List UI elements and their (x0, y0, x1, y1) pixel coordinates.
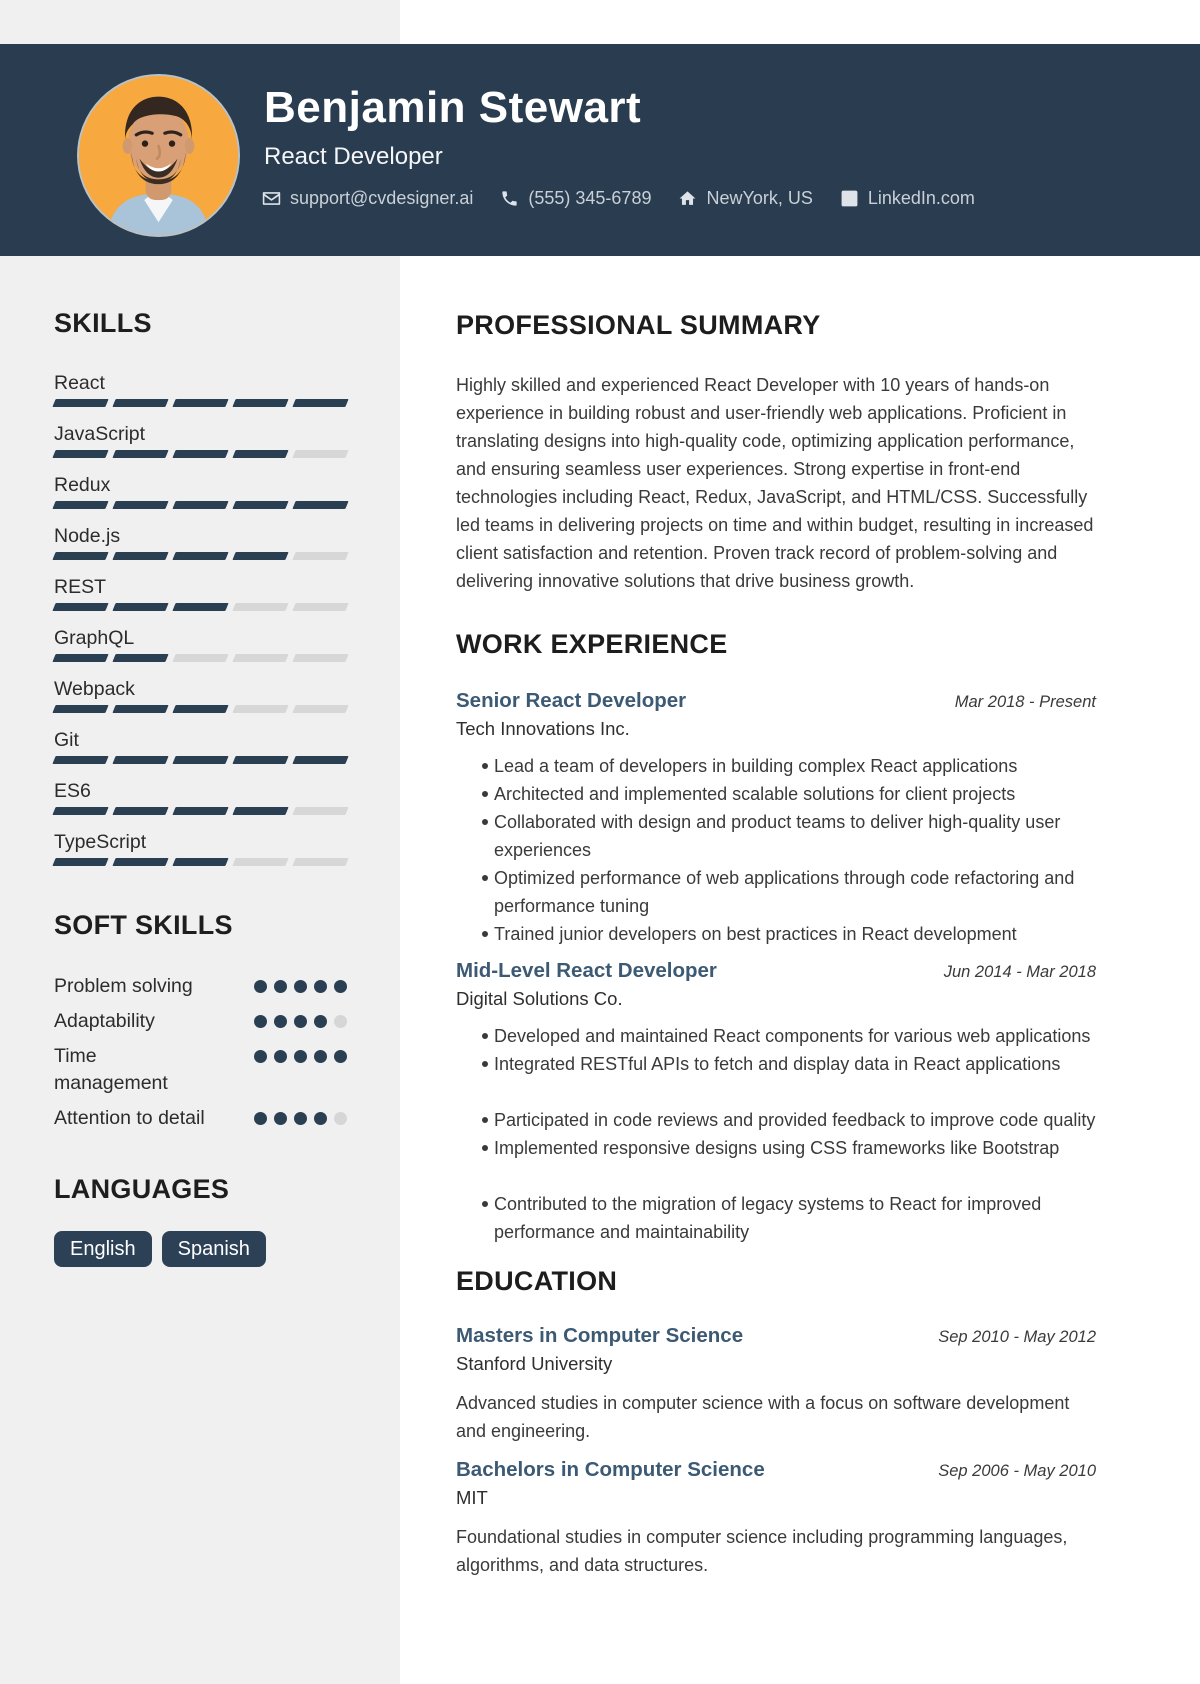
skill-level-bar (54, 705, 347, 713)
job-bullet: Optimized performance of web applications through code refactoring and performance tuning (456, 864, 1096, 920)
job-bullet: Lead a team of developers in building complex React applications (456, 752, 1096, 780)
skill-segment-filled (112, 450, 168, 458)
education-dates: Sep 2006 - May 2010 (938, 1462, 1096, 1480)
skill-segment-filled (112, 654, 168, 662)
soft-skill-item (54, 1008, 347, 1035)
skill-item (54, 779, 347, 815)
skill-segment-filled (112, 858, 168, 866)
level-dot-filled (334, 980, 347, 993)
job-dates: Jun 2014 - Mar 2018 (943, 963, 1096, 981)
school-name: MIT (456, 1487, 488, 1508)
skill-segment-filled (52, 603, 108, 611)
soft-skill-level-dots (254, 980, 347, 1000)
skill-segment-filled (52, 552, 108, 560)
skill-segment-empty (232, 603, 288, 611)
skill-segment-filled (112, 552, 168, 560)
skill-label: Webpack (54, 678, 135, 700)
skill-segment-filled (112, 501, 168, 509)
level-dot-filled (274, 1015, 287, 1028)
experience-entry (456, 688, 1096, 948)
soft-skills-list (54, 973, 347, 1132)
skill-segment-filled (172, 603, 228, 611)
soft-skill-level-dots (254, 1112, 347, 1132)
language-pill: English (54, 1231, 152, 1267)
skill-segment-filled (232, 501, 288, 509)
skill-label: React (54, 372, 105, 394)
phone-icon (500, 189, 519, 208)
skill-segment-filled (232, 450, 288, 458)
skill-segment-filled (52, 858, 108, 866)
contact-linkedin-text: LinkedIn.com (867, 188, 975, 208)
person-job-title: React Developer (264, 143, 443, 170)
level-dot-filled (334, 1050, 347, 1063)
skill-segment-filled (292, 501, 348, 509)
soft-skill-item (54, 973, 347, 1000)
contact-linkedin (840, 186, 975, 210)
skill-segment-filled (52, 501, 108, 509)
skill-segment-filled (172, 756, 228, 764)
contact-phone-text: (555) 345-6789 (528, 188, 652, 208)
skills-heading: SKILLS (54, 308, 152, 338)
job-dates: Mar 2018 - Present (954, 693, 1096, 711)
job-bullet: Participated in code reviews and provided feedback to improve code quality (456, 1106, 1096, 1134)
skill-item (54, 728, 347, 764)
education-description: Advanced studies in computer science with a focus on software development and engineering. (456, 1393, 1070, 1441)
skill-level-bar (54, 807, 347, 815)
level-dot-filled (294, 980, 307, 993)
skill-segment-empty (292, 807, 348, 815)
skill-segment-filled (112, 756, 168, 764)
skill-level-bar (54, 450, 347, 458)
level-dot-filled (254, 980, 267, 993)
skill-label: TypeScript (54, 831, 147, 853)
skill-label: JavaScript (54, 423, 146, 445)
contact-location-text: NewYork, US (706, 188, 813, 208)
contact-phone (500, 186, 651, 210)
email-icon (262, 189, 281, 208)
soft-skill-label: Adaptability (54, 1010, 155, 1032)
skill-item (54, 422, 347, 458)
education-dates: Sep 2010 - May 2012 (938, 1328, 1096, 1346)
skill-segment-filled (172, 501, 228, 509)
skill-label: Git (54, 729, 79, 751)
skill-segment-filled (172, 552, 228, 560)
experience-entry (456, 958, 1096, 1246)
skill-level-bar (54, 654, 347, 662)
skill-segment-empty (292, 603, 348, 611)
experience-entry-head (456, 958, 1096, 984)
skill-segment-filled (172, 399, 228, 407)
skill-item (54, 575, 347, 611)
main-column (456, 310, 1096, 1591)
skill-label: Redux (54, 474, 111, 496)
skill-segment-filled (172, 858, 228, 866)
summary-text: Highly skilled and experienced React Developer with 10 years of hands-on experience in building robust and user-friendly web applications. Proficient in translating designs into high-quality code, optimizing application performance, and ensuring seamless user experiences. Strong expertise in front-end technologies including React, Redux, JavaScript, and HTML/CSS. Successfully led teams in delivering projects on time and within budget, resulting in increased client satisfaction and retention. Proven track record of problem-solving and delivering innovative solutions that drive business growth. (456, 375, 1094, 591)
skill-item (54, 371, 347, 407)
skill-segment-filled (52, 807, 108, 815)
skill-segment-filled (112, 807, 168, 815)
skill-item (54, 626, 347, 662)
job-title: Mid-Level React Developer (456, 959, 717, 982)
avatar-portrait-graphic (79, 76, 238, 235)
skill-segment-filled (112, 399, 168, 407)
language-pill: Spanish (162, 1231, 266, 1267)
job-bullet-list (456, 752, 1096, 948)
skill-segment-filled (172, 807, 228, 815)
skill-level-bar (54, 858, 347, 866)
experience-heading: WORK EXPERIENCE (456, 629, 728, 659)
skill-segment-filled (52, 654, 108, 662)
skill-item (54, 524, 347, 560)
school-name: Stanford University (456, 1353, 613, 1374)
experience-list (456, 688, 1096, 1246)
skill-segment-filled (292, 756, 348, 764)
job-bullet-list (456, 1022, 1096, 1246)
education-entry (456, 1457, 1096, 1579)
job-bullet: Implemented responsive designs using CSS frameworks like Bootstrap (456, 1134, 1096, 1162)
company-name: Digital Solutions Co. (456, 988, 623, 1009)
level-dot-filled (314, 1112, 327, 1125)
skill-item (54, 830, 347, 866)
skill-segment-filled (52, 756, 108, 764)
soft-skill-label: Time management (54, 1045, 168, 1094)
skill-segment-empty (232, 654, 288, 662)
job-bullet: Contributed to the migration of legacy systems to React for improved performance and maintainability (456, 1190, 1096, 1246)
level-dot-empty (334, 1015, 347, 1028)
skill-label: GraphQL (54, 627, 135, 649)
skill-segment-empty (292, 552, 348, 560)
job-title: Senior React Developer (456, 689, 687, 712)
degree-title: Bachelors in Computer Science (456, 1458, 765, 1481)
skill-segment-filled (232, 399, 288, 407)
level-dot-filled (254, 1112, 267, 1125)
education-heading: EDUCATION (456, 1266, 618, 1296)
education-entry (456, 1323, 1096, 1445)
soft-skills-heading: SOFT SKILLS (54, 910, 233, 940)
linkedin-icon (840, 189, 859, 208)
soft-skill-level-dots (254, 1050, 347, 1097)
job-bullet: Collaborated with design and product teams to deliver high-quality user experiences (456, 808, 1096, 864)
sidebar (54, 308, 347, 1267)
skill-level-bar (54, 399, 347, 407)
education-entry-head (456, 1457, 1096, 1483)
avatar (77, 74, 240, 237)
skill-level-bar (54, 552, 347, 560)
contact-row (262, 186, 975, 210)
education-entry-head (456, 1323, 1096, 1349)
skill-level-bar (54, 501, 347, 509)
skill-segment-empty (232, 858, 288, 866)
skill-item (54, 677, 347, 713)
soft-skill-label: Attention to detail (54, 1107, 205, 1129)
degree-title: Masters in Computer Science (456, 1324, 744, 1347)
skill-segment-filled (232, 552, 288, 560)
skill-segment-filled (112, 603, 168, 611)
skills-list (54, 371, 347, 866)
education-description: Foundational studies in computer science including programming languages, algorithms, and data structures. (456, 1527, 1068, 1575)
skill-level-bar (54, 603, 347, 611)
job-bullet: Integrated RESTful APIs to fetch and display data in React applications (456, 1050, 1096, 1078)
education-list (456, 1323, 1096, 1579)
skill-segment-filled (172, 450, 228, 458)
level-dot-filled (254, 1050, 267, 1063)
skill-segment-empty (232, 705, 288, 713)
soft-skill-item (54, 1105, 347, 1132)
level-dot-empty (334, 1112, 347, 1125)
soft-skill-label: Problem solving (54, 975, 193, 997)
skill-segment-empty (172, 654, 228, 662)
contact-email-text: support@cvdesigner.ai (290, 188, 474, 208)
level-dot-filled (314, 1050, 327, 1063)
job-bullet: Developed and maintained React components for various web applications (456, 1022, 1096, 1050)
skill-label: Node.js (54, 525, 121, 547)
languages-heading: LANGUAGES (54, 1174, 230, 1204)
person-name: Benjamin Stewart (264, 83, 642, 132)
level-dot-filled (274, 1112, 287, 1125)
level-dot-filled (254, 1015, 267, 1028)
skill-segment-filled (292, 399, 348, 407)
level-dot-filled (294, 1112, 307, 1125)
job-bullet: Trained junior developers on best practices in React development (456, 920, 1096, 948)
level-dot-filled (274, 1050, 287, 1063)
skill-segment-filled (232, 756, 288, 764)
level-dot-filled (274, 980, 287, 993)
level-dot-filled (314, 980, 327, 993)
soft-skill-item (54, 1043, 347, 1097)
languages-list (54, 1231, 347, 1267)
skill-segment-filled (112, 705, 168, 713)
skill-segment-filled (52, 450, 108, 458)
skill-segment-empty (292, 705, 348, 713)
summary-heading: PROFESSIONAL SUMMARY (456, 310, 821, 340)
skill-label: ES6 (54, 780, 91, 802)
home-icon (678, 189, 697, 208)
contact-location (678, 186, 812, 210)
skill-segment-empty (292, 450, 348, 458)
experience-entry-head (456, 688, 1096, 714)
company-name: Tech Innovations Inc. (456, 718, 630, 739)
skill-label: REST (54, 576, 107, 598)
skill-segment-filled (232, 807, 288, 815)
skill-level-bar (54, 756, 347, 764)
level-dot-filled (294, 1015, 307, 1028)
skill-segment-filled (172, 705, 228, 713)
level-dot-filled (294, 1050, 307, 1063)
skill-segment-filled (52, 705, 108, 713)
contact-email (262, 186, 473, 210)
skill-segment-filled (52, 399, 108, 407)
job-bullet: Architected and implemented scalable solutions for client projects (456, 780, 1096, 808)
skill-item (54, 473, 347, 509)
soft-skill-level-dots (254, 1015, 347, 1035)
skill-segment-empty (292, 654, 348, 662)
skill-segment-empty (292, 858, 348, 866)
level-dot-filled (314, 1015, 327, 1028)
